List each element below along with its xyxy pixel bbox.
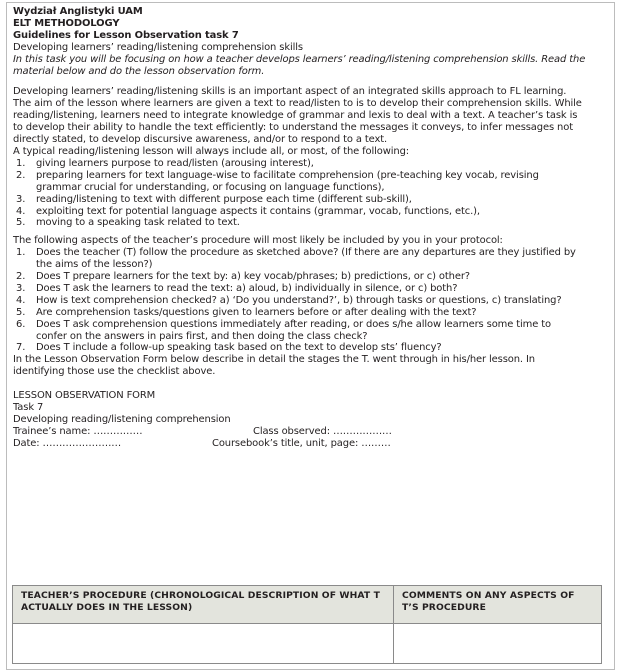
observation-table xyxy=(12,585,602,664)
trainee-name-field[interactable]: Trainee’s name: …………… xyxy=(13,425,143,437)
institution-name: Wydział Anglistyki UAM xyxy=(13,6,143,17)
table-header-row xyxy=(13,586,602,624)
form-row-date xyxy=(13,438,611,450)
closing-line: identifying those use the checklist above. xyxy=(13,366,216,378)
list1-intro: A typical reading/listening lesson will always include all, or most, of the following: xyxy=(13,145,410,157)
list-item: 1. Does the teacher (T) follow the procedure as sketched above? (If there are any departures are they justified by the aims of the lesson?) xyxy=(16,247,576,271)
procedure-aspects-list xyxy=(13,247,611,354)
table-row xyxy=(13,624,602,664)
paragraph-1 xyxy=(13,86,611,146)
text-line: Developing learners’ reading/listening skills is an important aspect of an integrated skills approach to FL learning. xyxy=(13,86,567,98)
list-item: 4. exploiting text for potential language aspects it contains (grammar, vocab, functions, etc.), xyxy=(16,205,480,217)
list-item: 2. preparing learners for text language-wise to facilitate comprehension (pre-teaching key vocab, revising grammar crucial for understanding, or focusing on language functions), xyxy=(16,169,539,193)
comments-cell[interactable] xyxy=(394,624,602,664)
date-field[interactable]: Date: …………………… xyxy=(13,437,122,449)
list-item: 3. Does T ask the learners to read the text: a) aloud, b) individually in silence, or c) both? xyxy=(16,282,458,294)
task-topic: Developing learners’ reading/listening comprehension skills xyxy=(13,41,303,53)
list-item: 7. Does T include a follow-up speaking task based on the text to develop sts’ fluency? xyxy=(16,342,442,354)
text-line: to develop their ability to handle the text efficiently: to understand the messages it conveys, to infer messages not xyxy=(13,122,573,134)
intro-line: material below and do the lesson observation form. xyxy=(13,65,265,77)
list-item: 5. Are comprehension tasks/questions given to learners before or after dealing with the text? xyxy=(16,306,477,318)
list-item: 5. moving to a speaking task related to text. xyxy=(16,217,240,229)
text-line: directly stated, to develop discursive awareness, and/or to respond to a text. xyxy=(13,134,388,146)
text-line: The aim of the lesson where learners are given a text to read/listen to is to develop their comprehension skills. While xyxy=(13,98,582,110)
class-observed-field[interactable]: Class observed: ……………… xyxy=(253,425,392,437)
closing-line: In the Lesson Observation Form below describe in detail the stages the T. went through in his/her lesson. In xyxy=(13,354,535,366)
form-task: Task 7 xyxy=(13,402,44,414)
list-item: 6. Does T ask comprehension questions immediately after reading, or does s/he allow learners some time to confer on the answers in pairs first, and then doing the class check? xyxy=(16,318,552,342)
coursebook-field[interactable]: Coursebook’s title, unit, page: ……… xyxy=(212,437,391,449)
form-row-trainee xyxy=(13,426,611,438)
comments-column-header: COMMENTS ON ANY ASPECTS OF T’S PROCEDURE xyxy=(394,586,602,624)
list-item: 1. giving learners purpose to read/listen (arousing interest), xyxy=(16,157,314,169)
lesson-stages-list xyxy=(13,158,611,229)
form-title: LESSON OBSERVATION FORM xyxy=(13,390,156,402)
procedure-cell[interactable] xyxy=(13,624,394,664)
list-item: 2. Does T prepare learners for the text by: a) key vocab/phrases; b) predictions, or c) other? xyxy=(16,271,470,283)
document-content xyxy=(13,6,611,450)
text-line: reading/listening, learners need to integrate knowledge of grammar and lexis to deal with a text. A teacher’s task is xyxy=(13,110,578,122)
course-title: ELT METHODOLOGY xyxy=(13,17,120,29)
guidelines-title: Guidelines for Lesson Observation task 7 xyxy=(13,29,239,41)
form-subtitle: Developing reading/listening comprehension xyxy=(13,414,231,425)
list-item: 3. reading/listening to text with different purpose each time (different sub-skill), xyxy=(16,193,412,205)
list2-intro: The following aspects of the teacher’s procedure will most likely be included by you in your protocol: xyxy=(13,235,503,247)
procedure-column-header: TEACHER’S PROCEDURE (CHRONOLOGICAL DESCRIPTION OF WHAT T ACTUALLY DOES IN THE LESSON) xyxy=(13,586,394,624)
list-item: 4. How is text comprehension checked? a) ‘Do you understand?’, b) through tasks or questions, c) translating? xyxy=(16,294,562,306)
intro-line: In this task you will be focusing on how a teacher develops learners’ reading/listening comprehension skills. Read the xyxy=(13,53,586,65)
